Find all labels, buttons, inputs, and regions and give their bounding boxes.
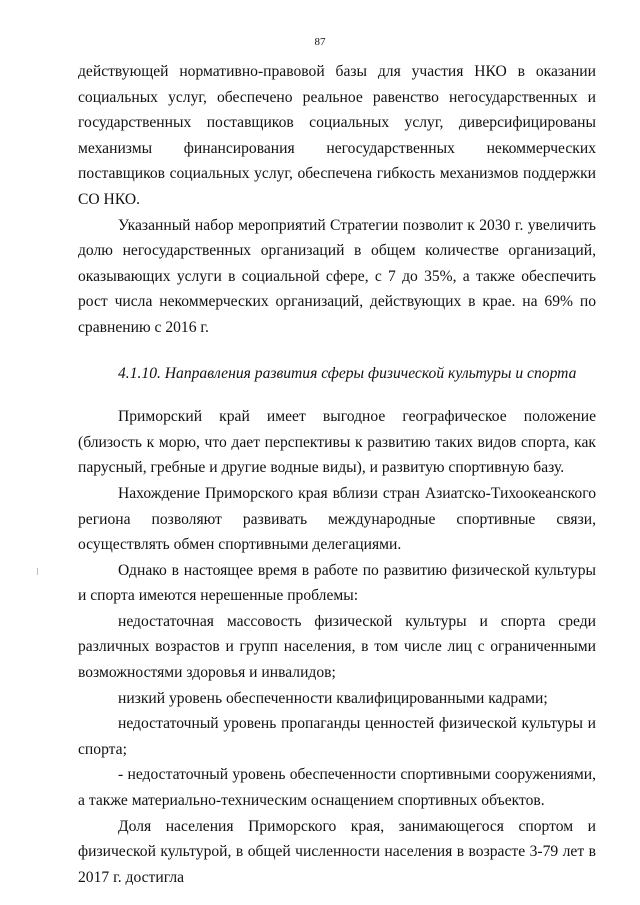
paragraph-asia-pacific: Нахождение Приморского края вблизи стран Азиатско-Тихоокеанского региона позволяют развивать международные спортивные связи, осуществлять обмен спортивными делегациями.	[78, 484, 596, 554]
problem-item-facilities: - недостаточный уровень обеспеченности спортивными сооружениями, а также материально-техническим оснащением спортивных объектов.	[78, 766, 596, 810]
paragraph-strategy-measures: Указанный набор мероприятий Стратегии позволит к 2030 г. увеличить долю негосударственных организаций в общем количестве организаций, оказывающих услуги в социальной сфере, с 7 до 35%, а также обеспечить рост числа некоммерческих организаций, действующих в крае. на 69% по сравнению с 2016 г.	[78, 216, 596, 336]
problem-item-promotion: недостаточный уровень пропаганды ценностей физической культуры и спорта;	[78, 715, 596, 758]
problem-item-staff: низкий уровень обеспеченности квалифицированными кадрами;	[118, 689, 548, 707]
paragraph-problems-intro: Однако в настоящее время в работе по развитию физической культуры и спорта имеются нерешенные проблемы:	[78, 561, 596, 605]
section-heading: 4.1.10. Направления развития сферы физической культуры и спорта	[118, 364, 577, 382]
paragraph-geography: Приморский край имеет выгодное географическое положение (близость к морю, что дает перспективы к развитию таких видов спорта, как парусный, гребные и другие водные виды), и развитую спортивную базу.	[78, 408, 596, 477]
document-body	[78, 59, 596, 890]
problem-item-mass-participation: недостаточная массовость физической культуры и спорта среди различных возрастов и групп населения, в том числе лиц с ограниченными возможностями здоровья и инвалидов;	[78, 612, 596, 682]
margin-mark	[37, 568, 38, 575]
paragraph-population-share: Доля населения Приморского края, занимающегося спортом и физической культурой, в общей численности населения в возрасте 3-79 лет в 2017 г. достигла	[78, 817, 596, 886]
page-number: 87	[314, 36, 326, 48]
paragraph-nko-continuation: действующей нормативно-правовой базы для участия НКО в оказании социальных услуг, обеспечено реальное равенство негосударственных и государственных поставщиков социальных услуг, диверсифицированы механизмы финансирования негосударственных некоммерческих поставщиков социальных услуг, обеспечена гибкость механизмов поддержки СО НКО.	[78, 63, 596, 208]
